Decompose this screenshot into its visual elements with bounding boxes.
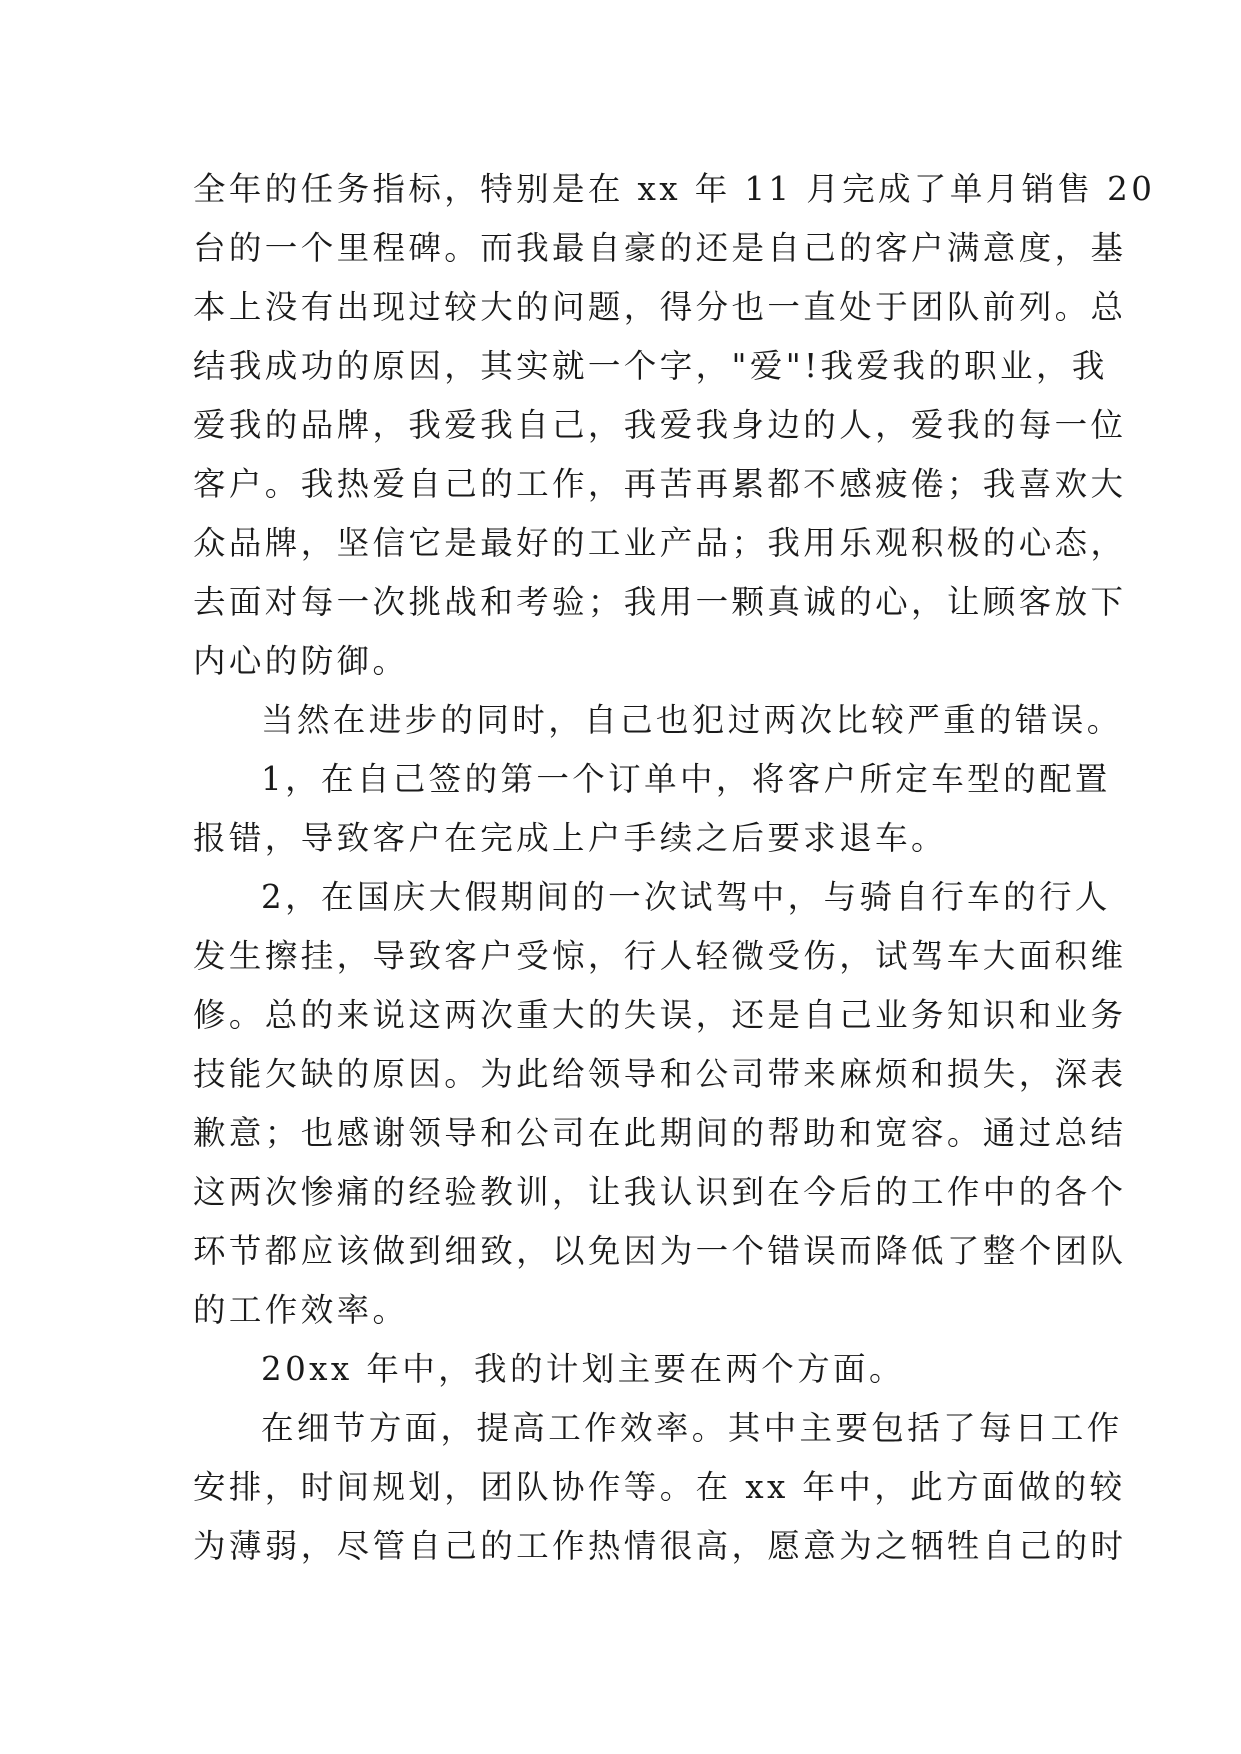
text-line: 的工作效率。 — [193, 1291, 409, 1329]
text-line: 修。总的来说这两次重大的失误，还是自己业务知识和业务 — [193, 996, 1127, 1034]
text-line: 技能欠缺的原因。为此给领导和公司带来麻烦和损失，深表 — [193, 1055, 1127, 1093]
text-line: 爱我的品牌，我爱我自己，我爱我身边的人，爱我的每一位 — [193, 406, 1127, 444]
paragraph-achievements — [193, 160, 1156, 691]
text-line: 安排，时间规划，团队协作等。在 xx 年中，此方面做的较 — [193, 1468, 1126, 1506]
text-line: 结我成功的原因，其实就一个字，"爱"!我爱我的职业，我 — [193, 347, 1108, 385]
text-line: 在细节方面，提高工作效率。其中主要包括了每日工作 — [261, 1409, 1123, 1447]
text-line: 去面对每一次挑战和考验；我用一颗真诚的心，让顾客放下 — [193, 583, 1127, 621]
text-line: 20xx 年中，我的计划主要在两个方面。 — [261, 1350, 905, 1388]
text-line: 这两次惨痛的经验教训，让我认识到在今后的工作中的各个 — [193, 1173, 1127, 1211]
paragraph-mistake-1 — [193, 750, 1111, 868]
paragraph-mistake-2 — [193, 868, 1127, 1340]
text-line: 当然在进步的同时，自己也犯过两次比较严重的错误。 — [261, 701, 1123, 739]
paragraph-mistakes-intro — [193, 691, 1123, 750]
text-line: 本上没有出现过较大的问题，得分也一直处于团队前列。总 — [193, 288, 1127, 326]
text-line: 全年的任务指标，特别是在 xx 年 11 月完成了单月销售 20 — [193, 170, 1156, 208]
paragraph-plan-details — [193, 1399, 1127, 1576]
text-line: 环节都应该做到细致，以免因为一个错误而降低了整个团队 — [193, 1232, 1127, 1270]
text-line: 台的一个里程碑。而我最自豪的还是自己的客户满意度，基 — [193, 229, 1127, 267]
text-line: 2，在国庆大假期间的一次试驾中，与骑自行车的行人 — [261, 878, 1111, 916]
text-line: 众品牌，坚信它是最好的工业产品；我用乐观积极的心态， — [193, 524, 1127, 562]
text-line: 报错，导致客户在完成上户手续之后要求退车。 — [193, 819, 947, 857]
document-body — [193, 160, 1156, 1576]
text-line: 为薄弱，尽管自己的工作热情很高，愿意为之牺牲自己的时 — [193, 1527, 1127, 1565]
text-line: 1，在自己签的第一个订单中，将客户所定车型的配置 — [261, 760, 1111, 798]
text-line: 歉意；也感谢领导和公司在此期间的帮助和宽容。通过总结 — [193, 1114, 1127, 1152]
text-line: 内心的防御。 — [193, 642, 409, 680]
paragraph-plan-intro — [193, 1340, 1093, 1399]
text-line: 发生擦挂，导致客户受惊，行人轻微受伤，试驾车大面积维 — [193, 937, 1127, 975]
text-line: 客户。我热爱自己的工作，再苦再累都不感疲倦；我喜欢大 — [193, 465, 1127, 503]
